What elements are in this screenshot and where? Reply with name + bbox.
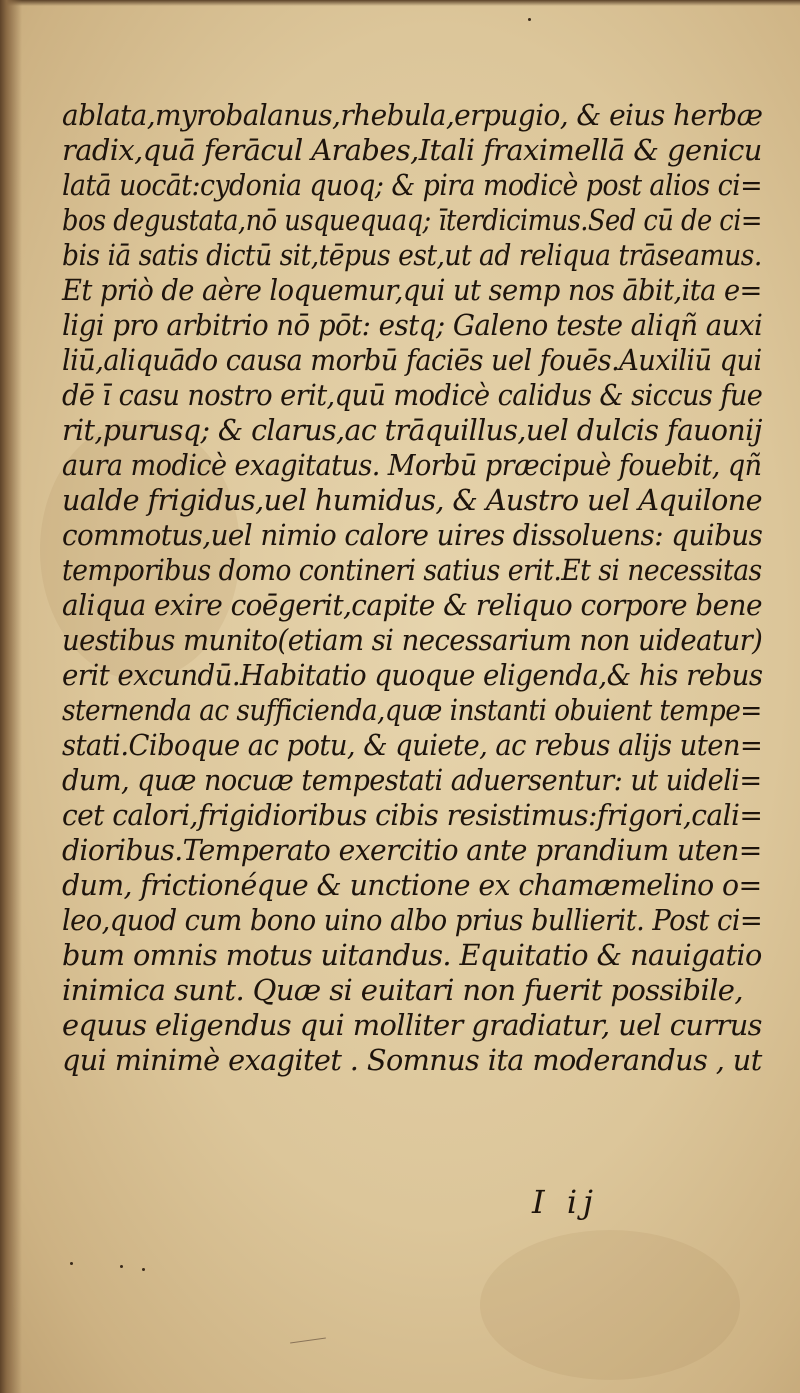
- text-line: erit excundū.Habitatio quoque eligenda,& his rebus: [62, 658, 763, 692]
- text-line: leo,quod cum bono uino albo prius bullierit. Post ci=: [62, 903, 763, 937]
- paper-stain: [480, 1230, 740, 1380]
- text-line: liū,aliquādo causa morbū faciēs uel fouēs.Auxiliū qui: [62, 343, 762, 377]
- text-line: bis iā satis dictū sit,tēpus est,ut ad reliqua trāseamus.: [62, 238, 762, 272]
- ink-fleck: [528, 18, 531, 21]
- text-line: stati.Ciboque ac potu, & quiete, ac rebus alijs uten=: [62, 728, 763, 762]
- ink-fleck: [70, 1262, 73, 1265]
- text-line: uestibus munito(etiam si necessarium non uideatur): [62, 623, 763, 657]
- page-top-edge: [0, 0, 800, 6]
- text-line: ualde frigidus,uel humidus, & Austro uel Aquilone: [62, 483, 762, 517]
- text-line: dum, frictionéque & unctione ex chamæmelino o=: [62, 868, 762, 902]
- text-line: sternenda ac sufficienda,quæ instanti obuient tempe=: [62, 693, 762, 727]
- text-line: dē ī casu nostro erit,quū modicè calidus & siccus fue: [62, 378, 763, 412]
- text-line: aura modicè exagitatus. Morbū præcipuè fouebit, qñ: [62, 448, 762, 482]
- paper-scratch: [290, 1337, 326, 1343]
- text-line: qui minimè exagitet . Somnus ita moderandus , ut: [62, 1043, 762, 1077]
- text-line: latā uocāt:cydonia quoq; & pira modicè post alios ci=: [62, 168, 763, 202]
- signature-mark: I ij: [532, 1183, 599, 1221]
- ink-fleck: [120, 1265, 123, 1268]
- text-line: inimica sunt. Quæ si euitari non fuerit possibile,: [62, 973, 743, 1007]
- text-line: dioribus.Temperato exercitio ante prandium uten=: [62, 833, 762, 867]
- text-line: ligi pro arbitrio nō pōt: estq; Galeno teste aliqñ auxi: [62, 308, 763, 342]
- text-line: radix,quā ferācul Arabes,Itali fraximellā & genicu: [62, 133, 762, 167]
- body-text: [62, 98, 762, 1078]
- text-line: Et priò de aère loquemur,qui ut semp nos ābit,ita e=: [62, 273, 762, 307]
- text-line: ablata,myrobalanus,rhebula,erpugio, & eius herbæ: [62, 98, 763, 132]
- text-line: bos degustata,nō usquequaq; īterdicimus.Sed cū de ci=: [62, 203, 762, 237]
- text-line: bum omnis motus uitandus. Equitatio & nauigatio: [62, 938, 762, 972]
- ink-fleck: [142, 1268, 145, 1271]
- binding-gutter: [0, 0, 22, 1393]
- text-line: commotus,uel nimio calore uires dissoluens: quibus: [62, 518, 763, 552]
- text-line: aliqua exire coēgerit,capite & reliquo corpore bene: [62, 588, 762, 622]
- text-line: cet calori,frigidioribus cibis resistimus:frigori,cali=: [62, 798, 763, 832]
- text-line: equus eligendus qui molliter gradiatur, uel currus: [62, 1008, 762, 1042]
- text-line: dum, quæ nocuæ tempestati aduersentur: ut uideli=: [62, 763, 762, 797]
- text-line: temporibus domo contineri satius erit.Et si necessitas: [62, 553, 762, 587]
- text-line: rit,purusq; & clarus,ac trāquillus,uel dulcis fauonij: [62, 413, 762, 447]
